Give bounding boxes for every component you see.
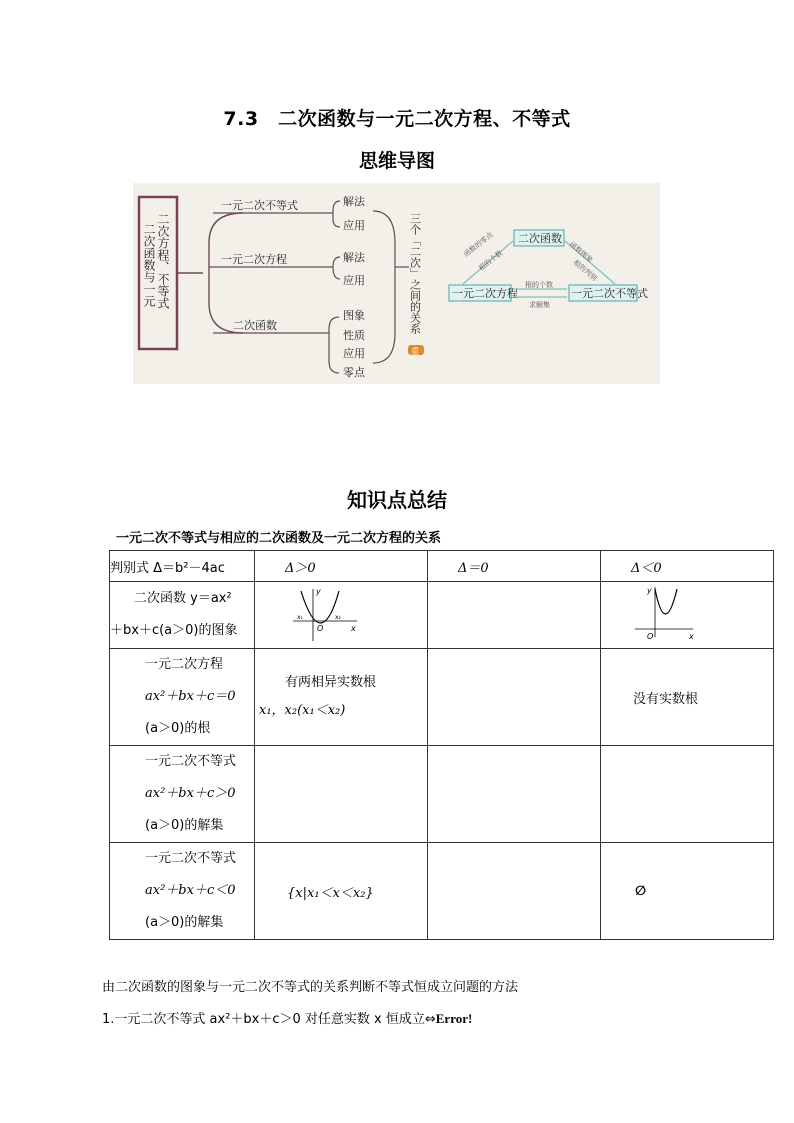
- mindmap-leaf: 图象: [343, 309, 365, 322]
- mindmap-side-label: 三个「二次」之间的关系: [408, 213, 422, 334]
- table-header-cell: Δ＞0: [255, 551, 428, 582]
- svg-text:x₂: x₂: [335, 614, 341, 621]
- svg-text:O: O: [647, 632, 654, 641]
- mindmap-heading: 思维导图: [358, 150, 435, 172]
- table-label-cell: 一元二次方程 ax²＋bx＋c＝0 (a＞0)的根: [110, 649, 255, 746]
- condition-paragraph: [102, 1008, 472, 1027]
- mindmap-leaf: 零点: [343, 366, 365, 379]
- mindmap-root-col1: 二次方程、不等式: [156, 213, 170, 309]
- mindmap-badge-text: 重: [411, 347, 419, 356]
- mindmap-branch-inequality: 一元二次不等式: [221, 199, 298, 212]
- triangle-left: 一元二次方程: [452, 287, 518, 300]
- triangle-top: 二次函数: [518, 232, 562, 245]
- condition-text: 1.一元二次不等式 ax²＋bx＋c＞0 对任意实数 x 恒成立⇔: [102, 1012, 436, 1027]
- gt-cell-zero: [428, 746, 601, 843]
- graph-cell-positive: [255, 582, 428, 649]
- svg-text:x: x: [351, 624, 356, 633]
- parabola-no-roots: [631, 585, 701, 645]
- table-header-cell: 判别式 Δ＝b²－4ac: [110, 551, 255, 582]
- table-row: [110, 746, 774, 843]
- svg-text:根的判别: 根的判别: [571, 258, 599, 283]
- section-title: 知识点总结: [347, 488, 447, 512]
- svg-text:根的个数: 根的个数: [525, 281, 553, 289]
- mindmap-root-col2: 二次函数与一元: [142, 223, 156, 307]
- roots-cell-zero: [428, 649, 601, 746]
- mindmap-leaf: 解法: [343, 195, 365, 208]
- gt-cell-negative: [601, 746, 774, 843]
- mindmap-leaf: 解法: [343, 251, 365, 264]
- svg-text:O: O: [317, 624, 324, 633]
- mind-map-svg: [133, 183, 660, 384]
- error-text: Error!: [435, 1011, 473, 1026]
- table-caption: 一元二次不等式与相应的二次函数及一元二次方程的关系: [116, 531, 442, 546]
- table-label-cell: 二次函数 y＝ax² ＋bx＋c(a＞0)的图象: [110, 582, 255, 649]
- gt-cell-positive: [255, 746, 428, 843]
- svg-text:函数的零点: 函数的零点: [462, 230, 495, 259]
- svg-text:y: y: [647, 586, 652, 595]
- graph-cell-zero: [428, 582, 601, 649]
- lt-cell-zero: [428, 843, 601, 940]
- table-row: [110, 551, 774, 582]
- lt-cell-negative: ∅: [601, 843, 774, 940]
- svg-text:x₁: x₁: [297, 614, 303, 621]
- svg-text:x: x: [689, 632, 694, 641]
- relation-table: [109, 550, 774, 940]
- svg-text:根的个数: 根的个数: [477, 249, 505, 273]
- svg-text:函数图象: 函数图象: [567, 240, 595, 265]
- table-row: [110, 582, 774, 649]
- mindmap-branch-equation: 一元二次方程: [221, 253, 287, 266]
- table-label-cell: 一元二次不等式 ax²＋bx＋c＜0 (a＞0)的解集: [110, 843, 255, 940]
- mindmap-leaf: 应用: [343, 347, 365, 360]
- mind-map-figure: [133, 183, 660, 384]
- method-paragraph: 由二次函数的图象与一元二次不等式的关系判断不等式恒成立问题的方法: [102, 980, 519, 995]
- table-header-cell: Δ＜0: [601, 551, 774, 582]
- mindmap-branch-function: 二次函数: [233, 319, 277, 332]
- graph-cell-negative: [601, 582, 774, 649]
- mindmap-leaf: 应用: [343, 274, 365, 287]
- table-header-cell: Δ＝0: [428, 551, 601, 582]
- lt-cell-positive: {x|x₁＜x＜x₂}: [255, 843, 428, 940]
- mindmap-leaf: 应用: [343, 219, 365, 232]
- table-row: [110, 843, 774, 940]
- parabola-two-roots: [291, 585, 361, 645]
- svg-text:求解集: 求解集: [529, 301, 550, 309]
- page-title: 7.3 二次函数与一元二次方程、不等式: [223, 108, 571, 130]
- roots-cell-negative: 没有实数根: [601, 649, 774, 746]
- roots-cell-positive: 有两相异实数根 x₁，x₂(x₁＜x₂): [255, 649, 428, 746]
- table-label-cell: 一元二次不等式 ax²＋bx＋c＞0 (a＞0)的解集: [110, 746, 255, 843]
- svg-text:y: y: [316, 587, 321, 596]
- mindmap-leaf: 性质: [343, 329, 365, 342]
- table-row: [110, 649, 774, 746]
- triangle-right: 一元二次不等式: [571, 287, 648, 300]
